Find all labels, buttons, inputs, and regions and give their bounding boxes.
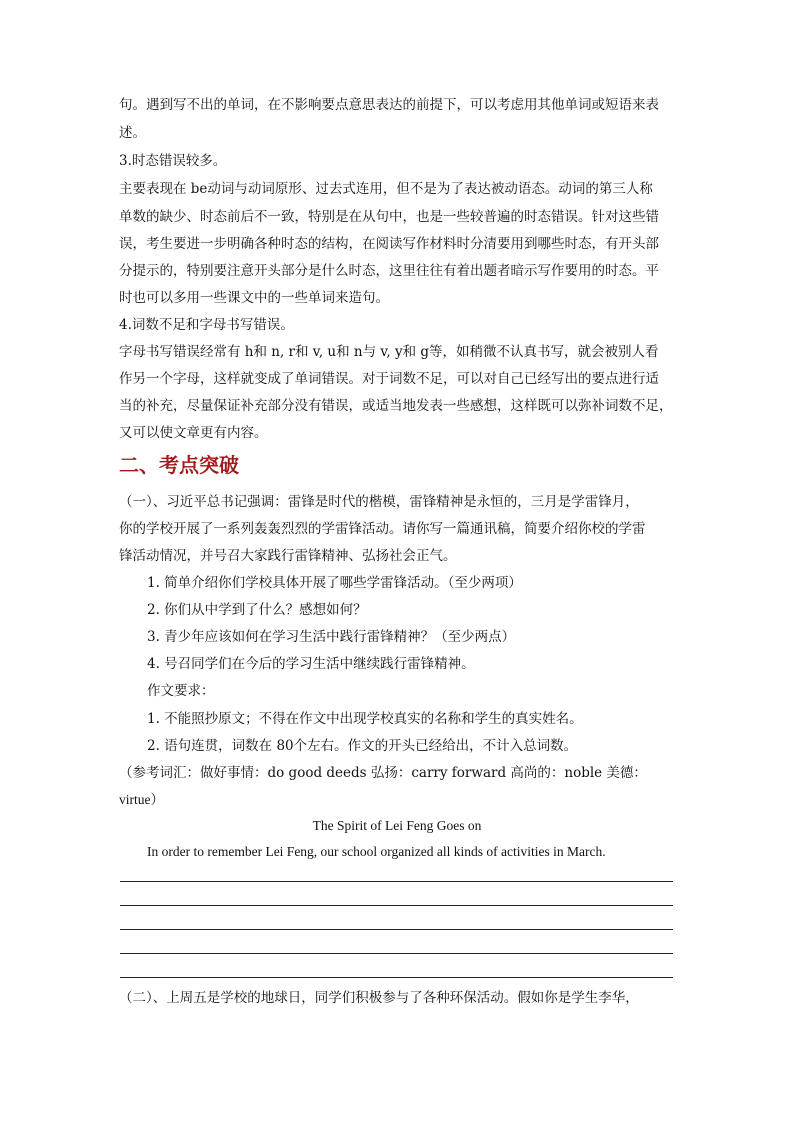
task-1-intro-line: 你的学校开展了一系列轰轰烈烈的学雷锋活动。请你写一篇通讯稿，简要介绍你校的学雷 bbox=[119, 521, 646, 537]
task-1-intro-line: 锋活动情况，并号召大家践行雷锋精神、弘扬社会正气。 bbox=[119, 548, 457, 564]
answer-line bbox=[120, 953, 673, 954]
task-1-item: 1. 简单介绍你们学校具体开展了哪些学雷锋活动。（至少两项） bbox=[147, 575, 522, 591]
requirements-label: 作文要求： bbox=[147, 683, 215, 699]
paragraph-line: 述。 bbox=[119, 125, 146, 141]
paragraph-line: 句。遇到写不出的单词，在不影响要点意思表达的前提下，可以考虑用其他单词或短语来表 bbox=[119, 97, 659, 113]
requirement-item: 2. 语句连贯，词数在 80个左右。作文的开头已经给出，不计入总词数。 bbox=[147, 738, 578, 754]
paragraph-line: 误，考生要进一步明确各种时态的结构，在阅读写作材料时分清要用到哪些时态，有开头部 bbox=[119, 236, 659, 252]
answer-line bbox=[120, 929, 673, 930]
point-3-heading: 3.时态错误较多。 bbox=[119, 153, 227, 169]
vocabulary-line: （参考词汇：做好事情：do good deeds 弘扬：carry forward 高尚的：noble 美德： bbox=[119, 765, 647, 781]
task-1-intro-line: （一）、习近平总书记强调：雷锋是时代的楷模，雷锋精神是永恒的，三月是学雷锋月， bbox=[119, 494, 639, 510]
section-heading: 二、考点突破 bbox=[119, 453, 239, 477]
requirement-item: 1. 不能照抄原文；不得在作文中出现学校真实的名称和学生的真实姓名。 bbox=[147, 711, 583, 727]
paragraph-line: 字母书写错误经常有 h和 n, r和 v, u和 n与 v, y和 g等，如稍微不认真书写，就会被别人看 bbox=[119, 344, 659, 360]
point-4-heading: 4.词数不足和字母书写错误。 bbox=[119, 317, 294, 333]
answer-line bbox=[120, 977, 673, 978]
paragraph-line: 主要表现在 be动词与动词原形、过去式连用，但不是为了表达被动语态。动词的第三人称 bbox=[119, 181, 653, 197]
task-1-item: 2. 你们从中学到了什么？感想如何？ bbox=[147, 602, 367, 618]
paragraph-line: 当的补充，尽量保证补充部分没有错误，或适当地发表一些感想，这样既可以弥补词数不足， bbox=[119, 398, 673, 414]
task-2-intro-line: （二）、上周五是学校的地球日，同学们积极参与了各种环保活动。假如你是学生李华， bbox=[119, 990, 639, 1006]
answer-line bbox=[120, 881, 673, 882]
vocabulary-line: virtue） bbox=[119, 792, 164, 807]
paragraph-line: 作另一个字母，这样就变成了单词错误。对于词数不足，可以对自己已经写出的要点进行适 bbox=[119, 371, 659, 387]
task-1-item: 4. 号召同学们在今后的学习生活中继续践行雷锋精神。 bbox=[147, 656, 475, 672]
paragraph-line: 时也可以多用一些课文中的一些单词来造句。 bbox=[119, 290, 389, 306]
paragraph-line: 单数的缺少、时态前后不一致，特别是在从句中，也是一些较普遍的时态错误。针对这些错 bbox=[119, 209, 659, 225]
paragraph-line: 分提示的，特别要注意开头部分是什么时态，这里往往有着出题者暗示写作要用的时态。平 bbox=[119, 263, 659, 279]
task-1-item: 3. 青少年应该如何在学习生活中践行雷锋精神？（至少两点） bbox=[147, 629, 516, 645]
essay-title: The Spirit of Lei Feng Goes on bbox=[312, 818, 482, 833]
answer-line bbox=[120, 905, 673, 906]
paragraph-line: 又可以使文章更有内容。 bbox=[119, 425, 268, 441]
essay-opening: In order to remember Lei Feng, our school organized all kinds of activities in March. bbox=[147, 844, 606, 859]
